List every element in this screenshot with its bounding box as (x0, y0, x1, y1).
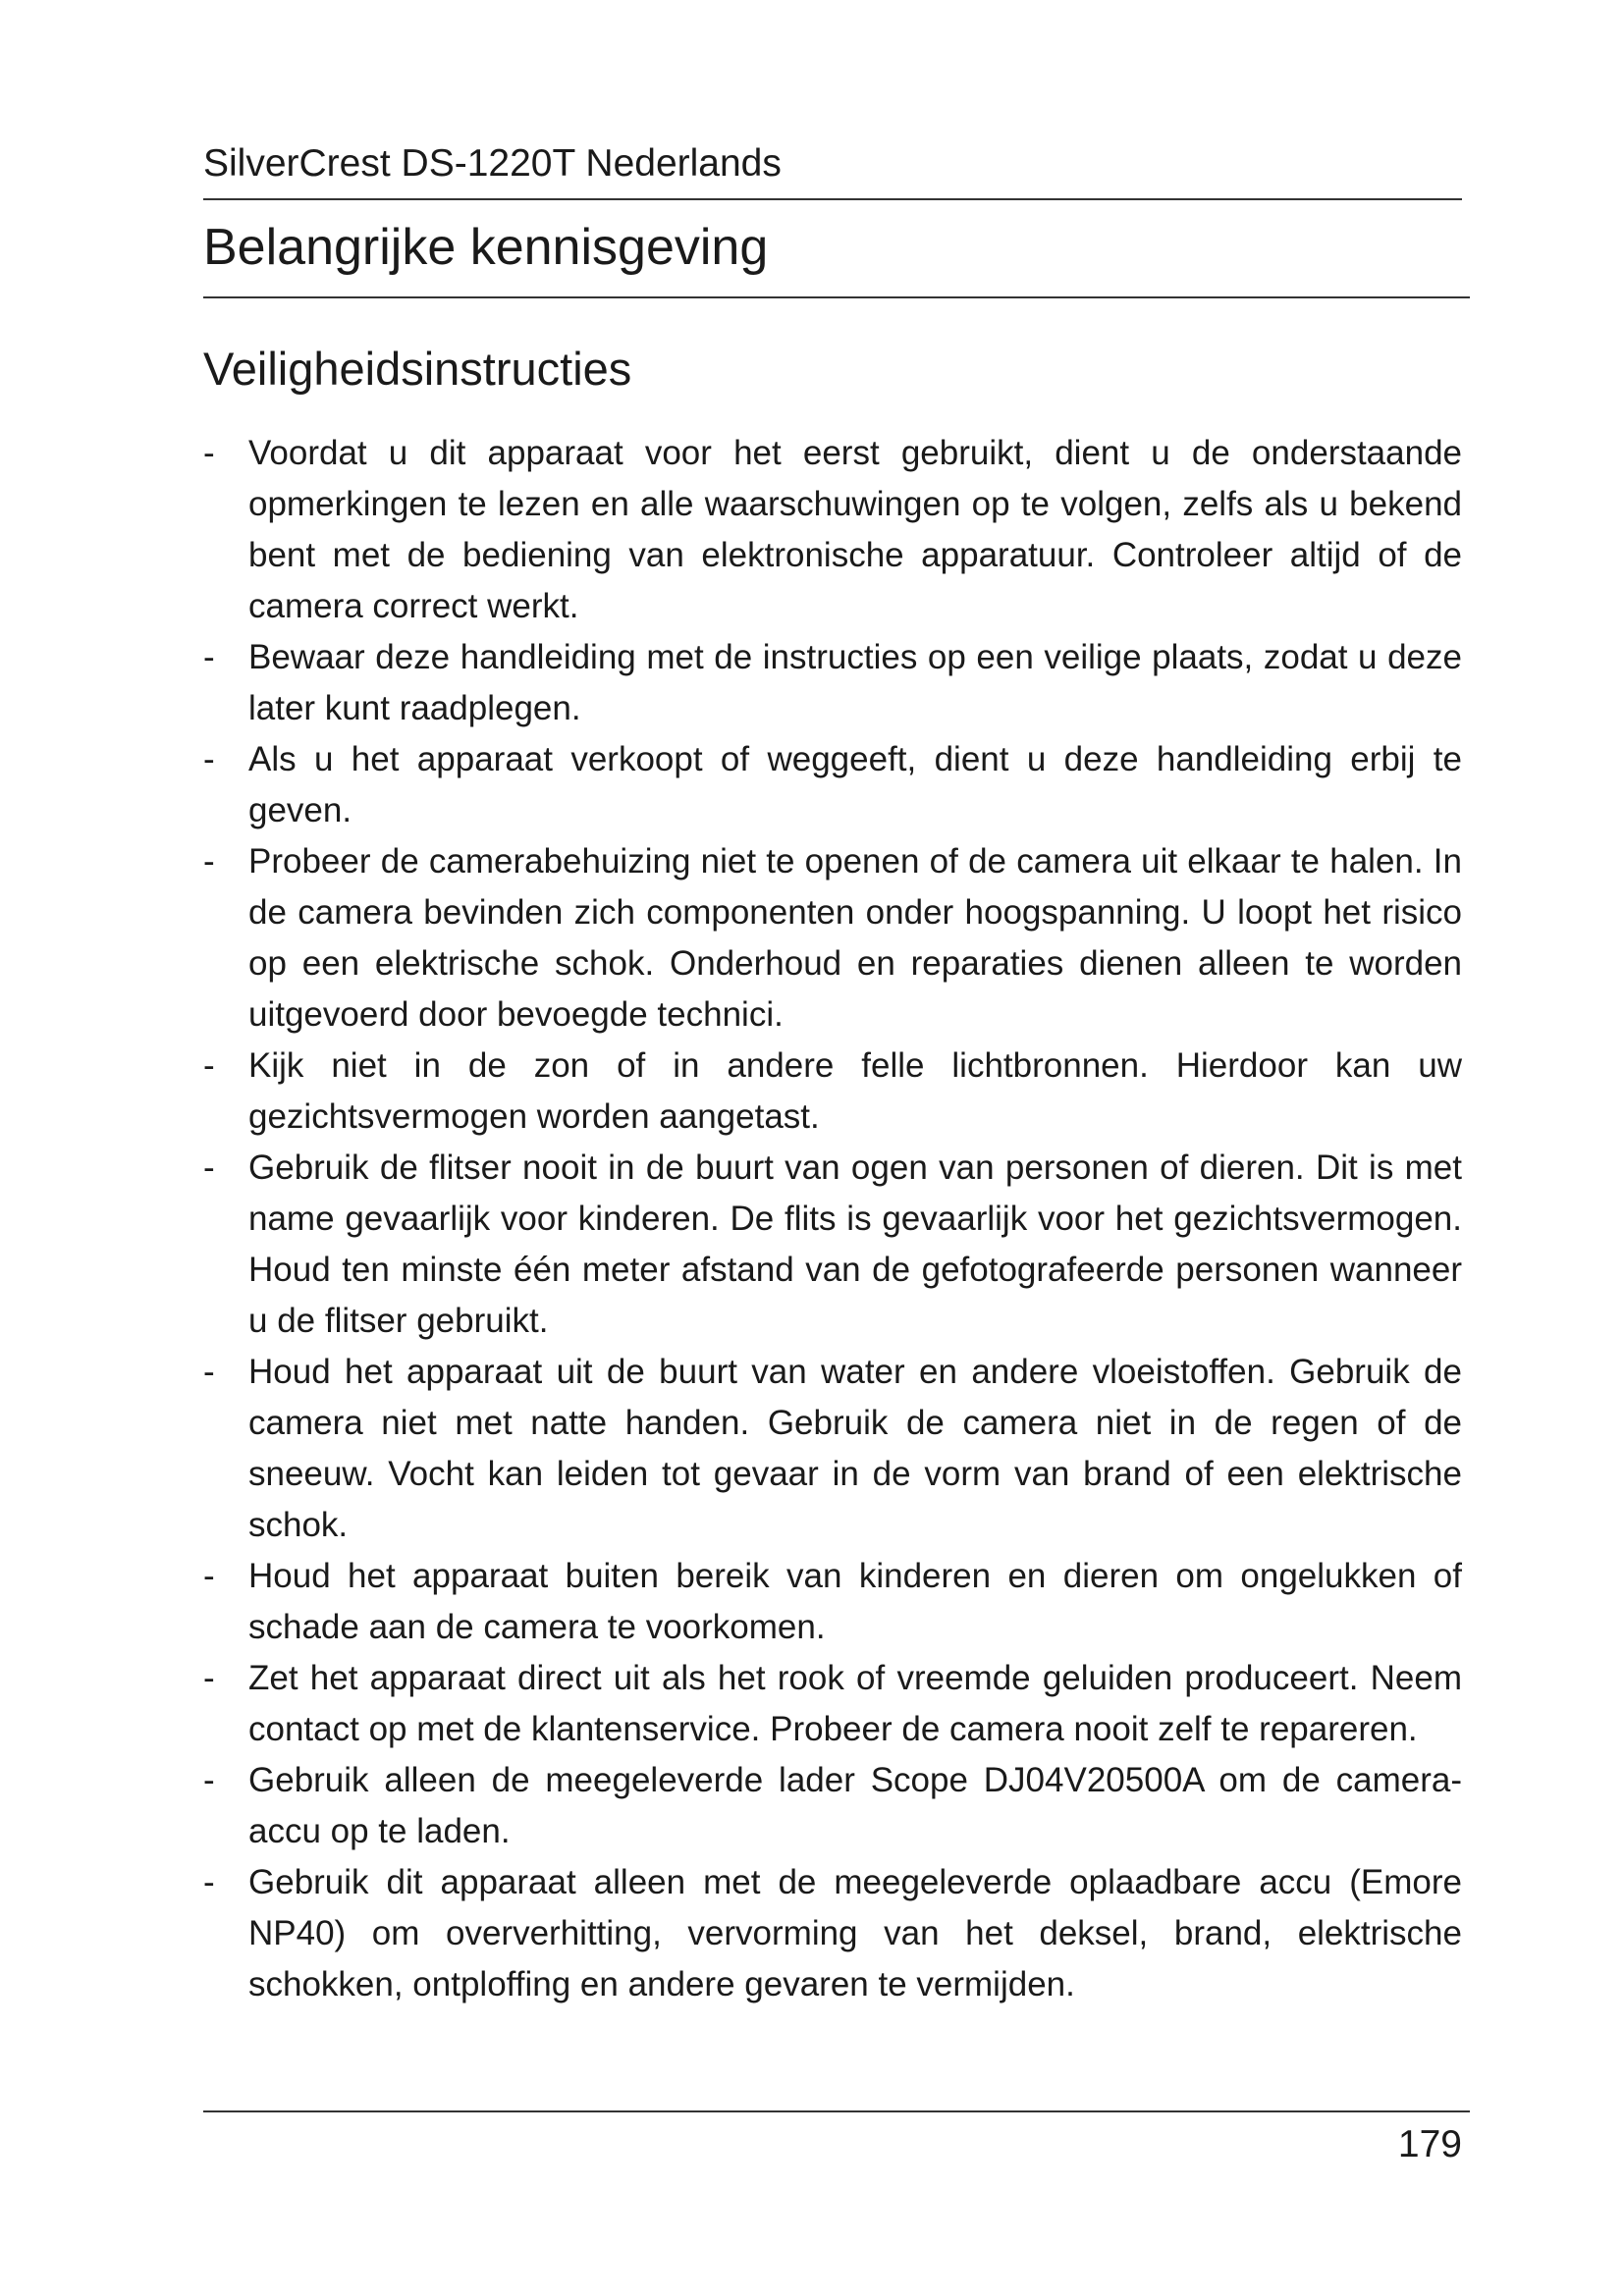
bullet-dash: - (203, 1557, 215, 1595)
list-item (203, 632, 1462, 734)
page-footer (203, 2110, 1470, 2171)
list-item (203, 1347, 1462, 1551)
list-item-text: Bewaar deze handleiding met de instructies op een veilige plaats, zodat u deze later kunt raadplegen. (248, 638, 1462, 727)
list-item-text: Gebruik dit apparaat alleen met de meegeleverde oplaadbare accu (Emore NP40) om oververhitting, vervorming van het deksel, brand, elektrische schokken, ontploffing en andere gevaren te vermijden. (248, 1863, 1462, 2003)
list-item-text: Gebruik alleen de meegeleverde lader Scope DJ04V20500A om de camera-accu op te laden. (248, 1761, 1462, 1850)
running-header: SilverCrest DS-1220T Nederlands (203, 137, 1462, 200)
bullet-dash: - (203, 1148, 215, 1187)
list-item (203, 1143, 1462, 1347)
bullet-dash: - (203, 1353, 215, 1391)
list-item-text: Probeer de camerabehuizing niet te openen of de camera uit elkaar te halen. In de camera bevinden zich componenten onder hoogspanning. U loopt het risico op een elektrische schok. Onderhoud en reparaties dienen alleen te worden uitgevoerd door bevoegde technici. (248, 842, 1462, 1034)
bullet-dash: - (203, 1659, 215, 1697)
page-content (203, 137, 1470, 2010)
bullet-dash: - (203, 638, 215, 676)
list-item (203, 1551, 1462, 1653)
list-item-text: Houd het apparaat uit de buurt van water en andere vloeistoffen. Gebruik de camera niet met natte handen. Gebruik de camera niet in de regen of de sneeuw. Vocht kan leiden tot gevaar in de vorm van brand of een elektrische schok. (248, 1353, 1462, 1544)
list-item (203, 428, 1462, 632)
bullet-dash: - (203, 740, 215, 778)
list-item-text: Houd het apparaat buiten bereik van kinderen en dieren om ongelukken of schade aan de camera te voorkomen. (248, 1557, 1462, 1646)
document-title: Belangrijke kennisgeving (203, 200, 1470, 298)
list-item (203, 1041, 1462, 1143)
safety-instructions-list (203, 428, 1462, 2010)
section-title: Veiligheidsinstructies (203, 343, 632, 395)
bullet-dash: - (203, 1761, 215, 1799)
bullet-dash: - (203, 434, 215, 472)
bullet-dash: - (203, 842, 215, 881)
bullet-dash: - (203, 1046, 215, 1085)
list-item-text: Zet het apparaat direct uit als het rook of vreemde geluiden produceert. Neem contact op met de klantenservice. Probeer de camera nooit zelf te repareren. (248, 1659, 1462, 1748)
list-item-text: Gebruik de flitser nooit in de buurt van ogen van personen of dieren. Dit is met name gevaarlijk voor kinderen. De flits is gevaarlijk voor het gezichtsvermogen. Houd ten minste één meter afstand van de gefotografeerde personen wanneer u de flitser gebruikt. (248, 1148, 1462, 1340)
list-item (203, 1653, 1462, 1755)
list-item (203, 1857, 1462, 2010)
list-item-text: Als u het apparaat verkoopt of weggeeft, dient u deze handleiding erbij te geven. (248, 740, 1462, 829)
list-item (203, 734, 1462, 836)
list-item (203, 836, 1462, 1041)
page-number: 179 (1397, 2123, 1462, 2165)
list-item-text: Voordat u dit apparaat voor het eerst gebruikt, dient u de onderstaande opmerkingen te lezen en alle waarschuwingen op te volgen, zelfs als u bekend bent met de bediening van elektronische apparatuur. Controleer altijd of de camera correct werkt. (248, 434, 1462, 625)
list-item-text: Kijk niet in de zon of in andere felle lichtbronnen. Hierdoor kan uw gezichtsvermogen worden aangetast. (248, 1046, 1462, 1136)
list-item (203, 1755, 1462, 1857)
bullet-dash: - (203, 1863, 215, 1901)
